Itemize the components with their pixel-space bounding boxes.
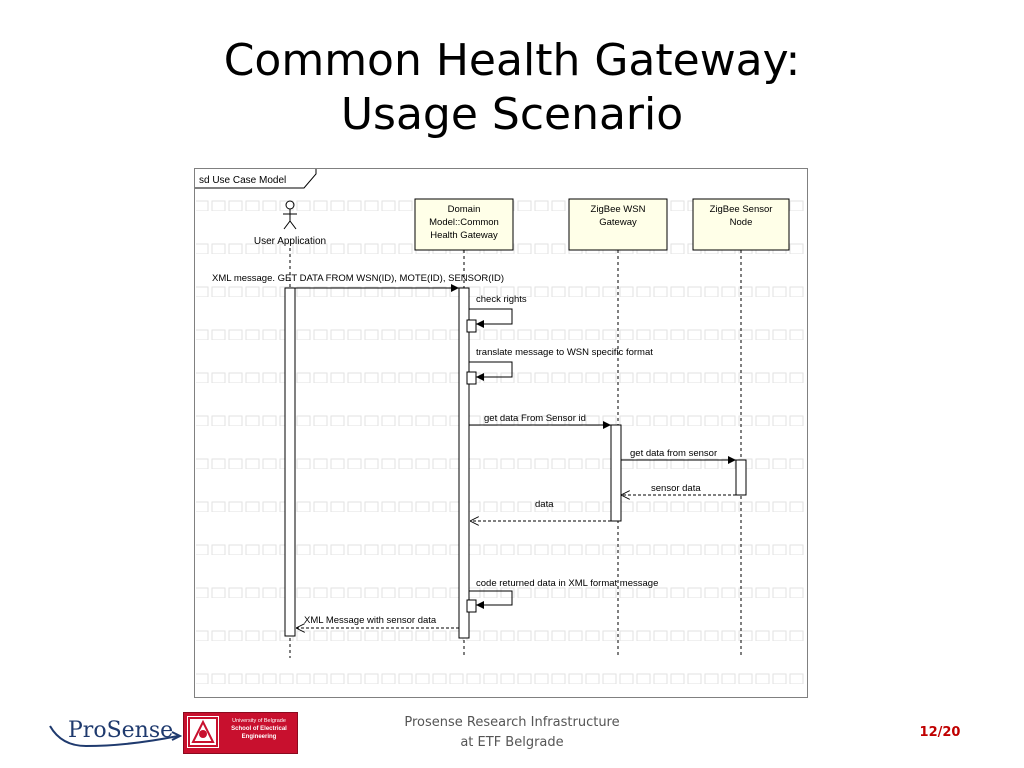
etf-logo	[183, 712, 298, 754]
footer-text	[362, 713, 662, 753]
lifeline-wsn-line-2: Gateway	[599, 217, 637, 228]
etf-line-1: University of Belgrade	[232, 718, 286, 724]
prosense-logo-text: ProSense	[68, 718, 174, 743]
lifeline-domain-line-2: Model::Common	[429, 217, 499, 228]
etf-line-2: School of Electrical	[231, 726, 287, 732]
self-activation-check	[467, 320, 476, 332]
activation-user	[285, 288, 295, 636]
slide-title	[0, 34, 1024, 142]
message-get-data-from-sensor-label: get data from sensor	[630, 448, 718, 459]
self-activation-code	[467, 600, 476, 612]
sequence-diagram	[194, 168, 808, 698]
message-code-returned-label: code returned data in XML format message	[476, 578, 659, 589]
message-get-data-sensor-id-label: get data From Sensor id	[484, 413, 586, 424]
message-sensor-data-label: sensor data	[651, 483, 701, 494]
etf-line-3: Engineering	[241, 734, 277, 740]
self-activation-translate	[467, 372, 476, 384]
etf-logo-text	[224, 717, 294, 741]
lifeline-wsn-line-1: ZigBee WSN	[590, 204, 646, 215]
footer-line-1: Prosense Research Infrastructure	[404, 715, 620, 730]
title-line-2: Usage Scenario	[340, 89, 684, 140]
lifeline-domain-line-3: Health Gateway	[430, 230, 498, 241]
page-number: 12/20	[919, 725, 961, 740]
lifeline-sensor-line-1: ZigBee Sensor	[709, 204, 773, 215]
frame-label: sd Use Case Model	[199, 175, 287, 186]
message-data-label: data	[535, 499, 554, 510]
message-xml-request-label: XML message. GET DATA FROM WSN(ID), MOTE(ID), SENSOR(ID)	[212, 273, 505, 284]
message-xml-response-label: XML Message with sensor data	[304, 615, 437, 626]
lifeline-sensor-line-2: Node	[729, 217, 753, 228]
message-check-rights-label: check rights	[476, 294, 527, 305]
lifeline-domain-line-1: Domain	[447, 204, 481, 215]
activation-domain	[459, 288, 469, 638]
message-translate-label: translate message to WSN specific format	[476, 347, 653, 358]
activation-sensor	[736, 460, 746, 495]
actor-label: User Application	[253, 236, 327, 247]
prosense-logo	[48, 712, 182, 752]
title-line-1: Common Health Gateway:	[223, 35, 801, 86]
footer-line-2: at ETF Belgrade	[460, 735, 564, 750]
activation-wsn	[611, 425, 621, 521]
etf-emblem-icon	[187, 716, 219, 748]
